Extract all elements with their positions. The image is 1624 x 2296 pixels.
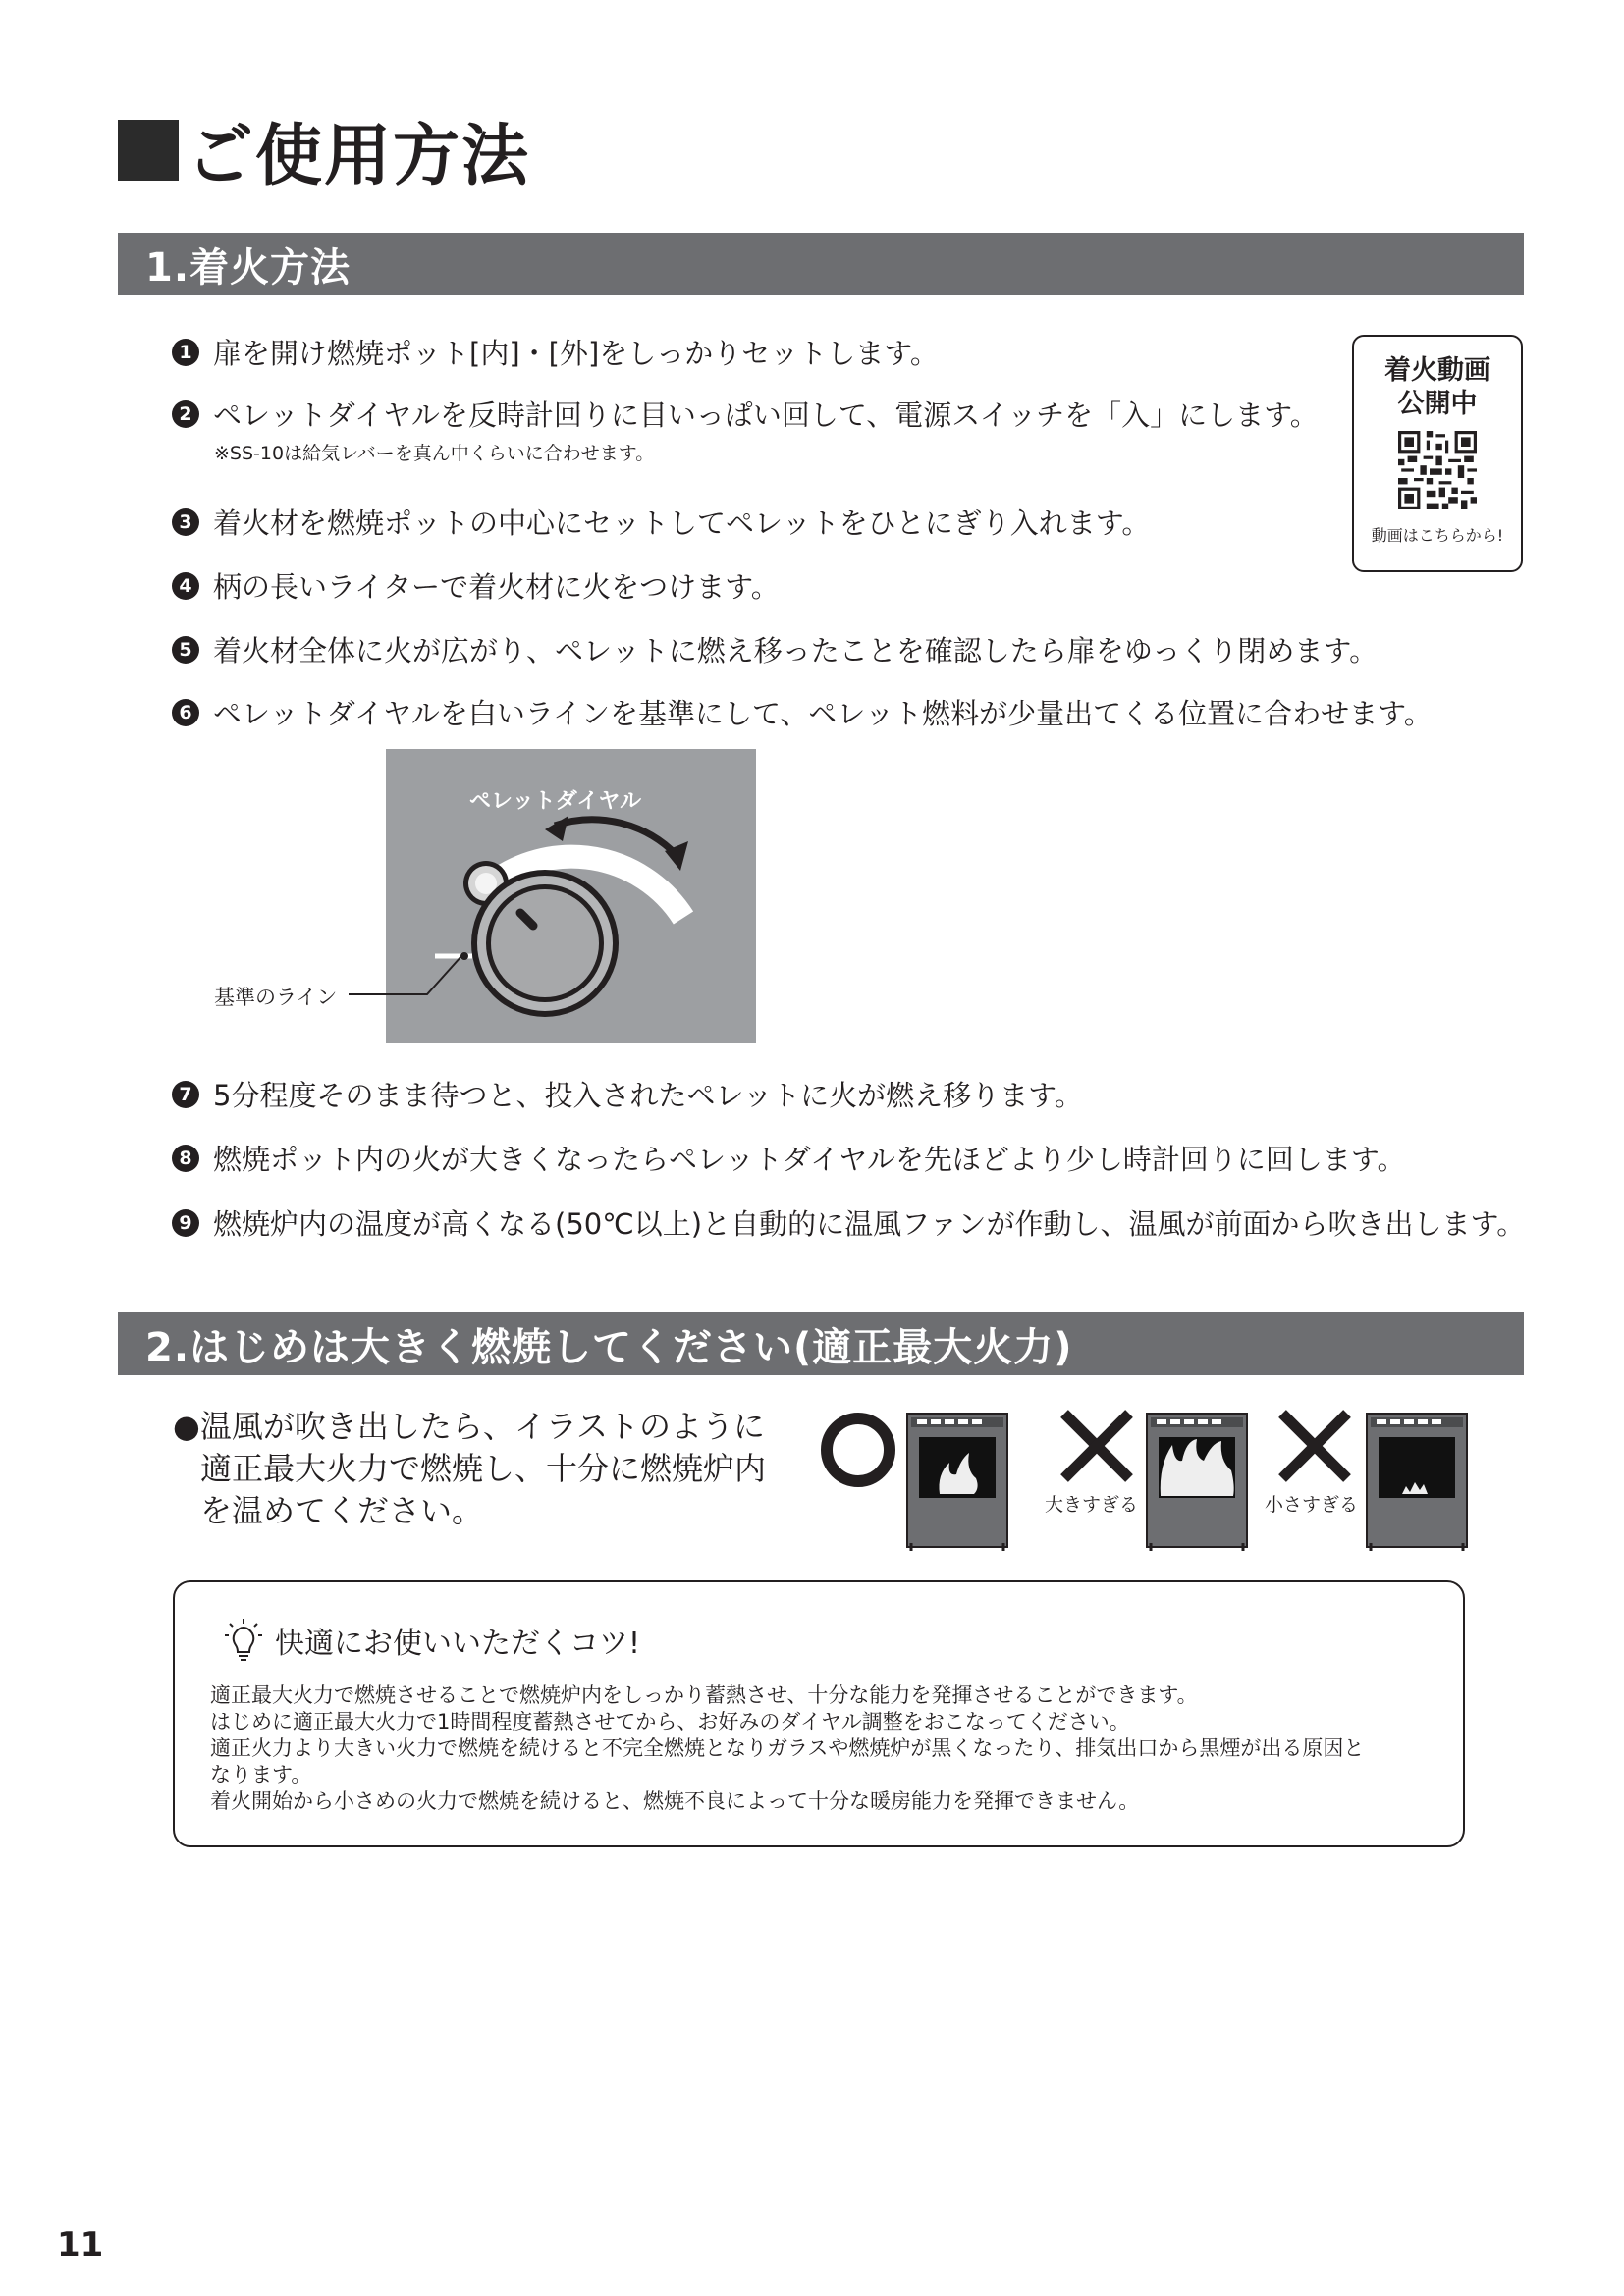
qr-title-line-1: 着火動画 bbox=[1384, 355, 1490, 386]
section-1-header bbox=[118, 233, 1524, 295]
step-text: 着火材を燃焼ポットの中心にセットしてペレットをひとにぎり入れます。 bbox=[213, 507, 1151, 540]
page-number: 11 bbox=[57, 2225, 104, 2265]
section-2-header bbox=[118, 1312, 1524, 1375]
section-2-instruction bbox=[173, 1406, 766, 1532]
tips-line: 着火開始から小さめの火力で燃焼を続けると、燃焼不良によって十分な暖房能力を発揮できません。 bbox=[210, 1789, 1140, 1813]
step-3 bbox=[172, 502, 1150, 542]
stove-too-small-figure bbox=[1276, 1406, 1469, 1551]
step-text: ペレットダイヤルを白いラインを基準にして、ペレット燃料が少量出てくる位置に合わせます。 bbox=[213, 697, 1433, 730]
ok-circle-icon bbox=[827, 1418, 890, 1481]
qr-title bbox=[1354, 354, 1521, 421]
step-5 bbox=[172, 629, 1378, 669]
step-9 bbox=[172, 1202, 1525, 1243]
qr-caption: 動画はこちらから! bbox=[1371, 526, 1504, 545]
tips-heading-text: 快適にお使いいただくコツ! bbox=[275, 1627, 641, 1661]
stove-too-large-figure bbox=[1056, 1406, 1249, 1551]
light-bulb-icon bbox=[224, 1618, 263, 1663]
reference-line-label: 基準のライン bbox=[214, 986, 338, 1009]
pellet-dial-label: ペレットダイヤル bbox=[469, 789, 642, 814]
step-8 bbox=[172, 1138, 1406, 1178]
step-2 bbox=[172, 394, 1319, 434]
instruction-line: ●温風が吹き出したら、イラストのように bbox=[173, 1408, 765, 1445]
step-number: 1 bbox=[172, 339, 199, 366]
reference-leader-line bbox=[349, 942, 466, 1001]
qr-video-box[interactable] bbox=[1352, 335, 1523, 572]
section-2-title: 2.はじめは大きく燃焼してください(適正最大火力) bbox=[145, 1324, 1073, 1370]
step-text: 燃焼炉内の温度が高くなる(50℃以上)と自動的に温風ファンが作動し、温風が前面から吹き出します。 bbox=[213, 1207, 1526, 1241]
tips-box bbox=[173, 1580, 1465, 1847]
step-number: 8 bbox=[172, 1145, 199, 1172]
step-number: 7 bbox=[172, 1081, 199, 1108]
tips-line: 適正火力より大きい火力で燃焼を続けると不完全燃焼となりガラスや燃焼炉が黒くなったり、排気出口から黒煙が出る原因と bbox=[210, 1736, 1365, 1760]
tips-line: はじめに適正最大火力で1時間程度蓄熱させてから、お好みのダイヤル調整をおこなってください。 bbox=[210, 1710, 1130, 1734]
step-number: 2 bbox=[172, 400, 199, 428]
tips-body bbox=[210, 1682, 1364, 1815]
stove-appropriate-figure bbox=[817, 1406, 1009, 1551]
step-number: 4 bbox=[172, 572, 199, 600]
step-number: 6 bbox=[172, 699, 199, 726]
instruction-line: 適正最大火力で燃焼し、十分に燃焼炉内 bbox=[200, 1450, 767, 1487]
step-text: 5分程度そのまま待つと、投入されたペレットに火が燃え移ります。 bbox=[213, 1079, 1083, 1112]
qr-code-icon[interactable] bbox=[1398, 431, 1477, 509]
ng-cross-icon bbox=[1282, 1414, 1347, 1478]
step-7 bbox=[172, 1074, 1083, 1114]
too-large-caption: 大きすぎる bbox=[1045, 1494, 1139, 1516]
step-2-note: ※SS-10は給気レバーを真ん中くらいに合わせます。 bbox=[214, 443, 655, 464]
page-title: ご使用方法 bbox=[118, 106, 530, 194]
step-number: 5 bbox=[172, 636, 199, 664]
step-4 bbox=[172, 565, 780, 606]
step-number: 3 bbox=[172, 508, 199, 536]
step-number: 9 bbox=[172, 1209, 199, 1237]
title-square-icon bbox=[118, 120, 179, 181]
qr-title-line-2: 公開中 bbox=[1397, 389, 1478, 419]
section-1-title: 1.着火方法 bbox=[145, 244, 352, 291]
ng-cross-icon bbox=[1064, 1414, 1129, 1478]
step-text: 燃焼ポット内の火が大きくなったらペレットダイヤルを先ほどより少し時計回りに回します。 bbox=[213, 1143, 1406, 1176]
too-small-caption: 小さすぎる bbox=[1265, 1494, 1359, 1516]
step-text: ペレットダイヤルを反時計回りに目いっぱい回して、電源スイッチを「入」にします。 bbox=[213, 399, 1319, 432]
instruction-line: を温めてください。 bbox=[200, 1492, 484, 1529]
step-text: 着火材全体に火が広がり、ペレットに燃え移ったことを確認したら扉をゆっくり閉めます。 bbox=[213, 634, 1379, 667]
tips-line: なります。 bbox=[210, 1763, 312, 1787]
tips-line: 適正最大火力で燃焼させることで燃焼炉内をしっかり蓄熱させ、十分な能力を発揮させることができます。 bbox=[210, 1683, 1198, 1707]
step-text: 扉を開け燃焼ポット[内]・[外]をしっかりセットします。 bbox=[213, 337, 939, 370]
step-text: 柄の長いライターで着火材に火をつけます。 bbox=[213, 570, 780, 604]
tips-heading bbox=[224, 1618, 640, 1663]
step-1 bbox=[172, 332, 939, 372]
step-6 bbox=[172, 692, 1433, 732]
